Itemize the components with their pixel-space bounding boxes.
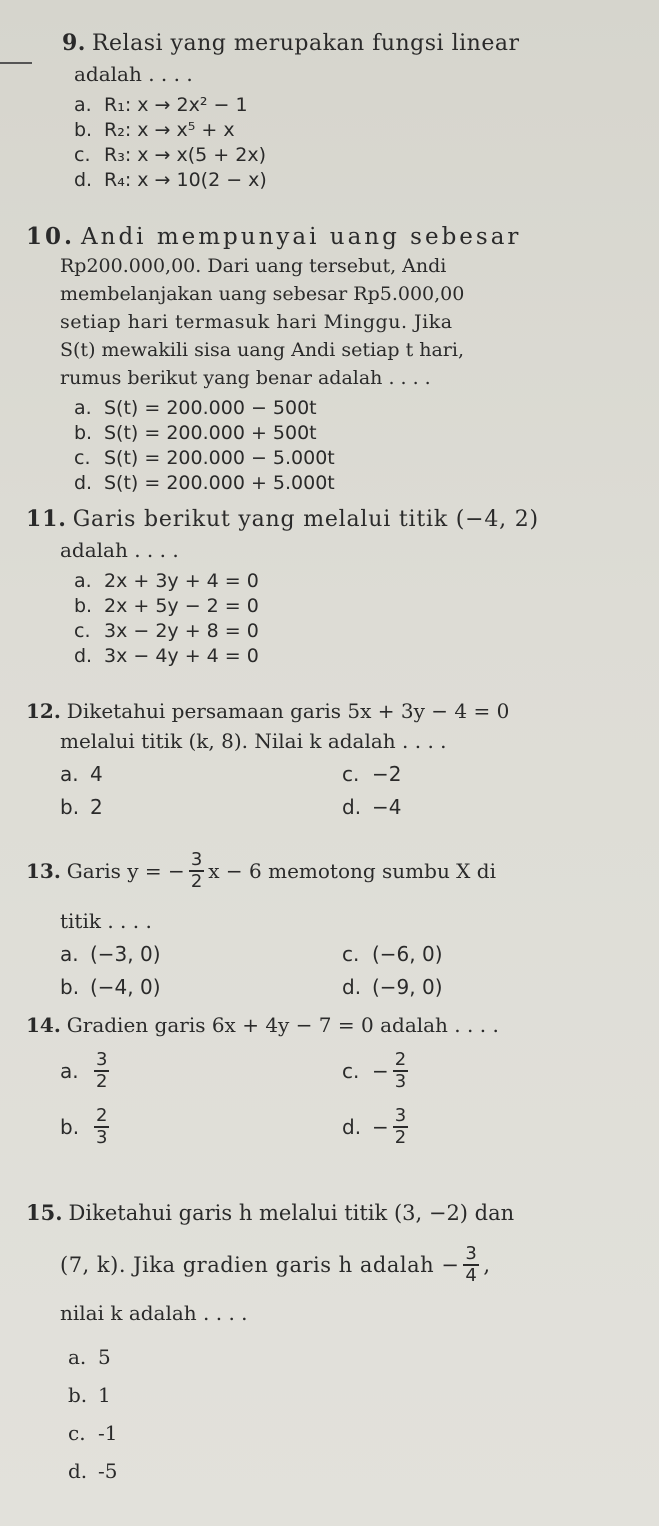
question-text: Diketahui garis h melalui titik (3, −2) dan bbox=[68, 1201, 515, 1225]
question-13 bbox=[26, 850, 619, 1000]
fraction: $\frac{3}{2}$ bbox=[96, 1049, 108, 1092]
question-text: Rp200.000,00. Dari uang tersebut, Andi bbox=[60, 255, 447, 277]
option-c[interactable]: c. R₃: x → x(5 + 2x) bbox=[74, 144, 266, 166]
question-number: 15. bbox=[26, 1200, 63, 1225]
question-text: Diketahui persamaan garis 5x + 3y − 4 = 0 bbox=[66, 699, 510, 723]
option-c[interactable]: c. -1 bbox=[68, 1421, 118, 1445]
question-text: x − 6 memotong sumbu X di bbox=[208, 859, 496, 883]
question-text: nilai k adalah . . . . bbox=[60, 1301, 248, 1325]
question-number: 11. bbox=[26, 506, 67, 532]
question-text: adalah . . . . bbox=[74, 62, 193, 86]
fraction: $\frac{2}{3}$ bbox=[96, 1105, 108, 1148]
question-text: Gradien garis 6x + 4y − 7 = 0 adalah . . . . bbox=[66, 1013, 499, 1037]
question-text: setiap hari termasuk hari Minggu. Jika bbox=[60, 311, 453, 333]
options-list bbox=[52, 569, 619, 669]
question-text: membelanjakan uang sebesar Rp5.000,00 bbox=[60, 283, 465, 305]
options-list bbox=[52, 396, 619, 496]
question-9 bbox=[62, 28, 619, 193]
question-text: Garis berikut yang melalui titik (−4, 2) bbox=[72, 507, 539, 532]
option-b[interactable]: b. 1 bbox=[68, 1383, 111, 1407]
option-c[interactable]: c. (−6, 0) bbox=[342, 942, 443, 966]
question-14 bbox=[26, 1010, 619, 1148]
question-text: titik . . . . bbox=[60, 909, 152, 933]
option-d[interactable]: d. R₄: x → 10(2 − x) bbox=[74, 169, 267, 191]
question-text: rumus berikut yang benar adalah . . . . bbox=[60, 367, 431, 389]
option-a[interactable]: a. 5 bbox=[68, 1345, 111, 1369]
option-b[interactable]: b. 2 bbox=[60, 795, 103, 819]
question-number: 13. bbox=[26, 859, 61, 883]
option-d[interactable]: d. −4 bbox=[342, 795, 402, 819]
option-a[interactable]: a. (−3, 0) bbox=[60, 942, 161, 966]
option-b[interactable]: b. R₂: x → x⁵ + x bbox=[74, 119, 235, 141]
fraction: $\frac{3}{4}$ bbox=[465, 1243, 478, 1286]
question-number: 9. bbox=[62, 30, 86, 56]
question-text: Relasi yang merupakan fungsi linear bbox=[91, 31, 520, 56]
option-b[interactable]: b. $\frac{2}{3}$ bbox=[60, 1105, 108, 1148]
option-d[interactable]: d. S(t) = 200.000 + 5.000t bbox=[74, 472, 335, 494]
fraction: $\frac{3}{2}$ bbox=[190, 849, 203, 892]
option-a[interactable]: a. 4 bbox=[60, 762, 103, 786]
option-b[interactable]: b. S(t) = 200.000 + 500t bbox=[74, 422, 317, 444]
option-d[interactable]: d. (−9, 0) bbox=[342, 975, 443, 999]
fraction: $\frac{2}{3}$ bbox=[394, 1049, 407, 1092]
option-a[interactable]: a. $\frac{3}{2}$ bbox=[60, 1049, 108, 1092]
question-text: melalui titik (k, 8). Nilai k adalah . . . . bbox=[60, 729, 447, 753]
option-c[interactable]: c. − $\frac{2}{3}$ bbox=[342, 1049, 407, 1092]
question-text: Garis y = − bbox=[66, 859, 185, 883]
options-list bbox=[52, 93, 619, 193]
options-grid bbox=[52, 942, 619, 1000]
question-10 bbox=[26, 222, 619, 496]
question-number: 10. bbox=[26, 223, 76, 250]
question-text: S(t) mewakili sisa uang Andi setiap t hari, bbox=[60, 339, 465, 361]
question-text: adalah . . . . bbox=[60, 538, 179, 562]
question-12 bbox=[26, 696, 619, 820]
question-text: (7, k). Jika gradien garis h adalah − bbox=[60, 1253, 460, 1277]
question-text: Andi mempunyai uang sebesar bbox=[81, 224, 522, 250]
options-list bbox=[46, 1338, 619, 1490]
question-11 bbox=[26, 504, 619, 669]
option-c[interactable]: c. −2 bbox=[342, 762, 402, 786]
option-d[interactable]: d. 3x − 4y + 4 = 0 bbox=[74, 645, 259, 667]
question-number: 14. bbox=[26, 1013, 61, 1037]
option-b[interactable]: b. 2x + 5y − 2 = 0 bbox=[74, 595, 259, 617]
option-a[interactable]: a. 2x + 3y + 4 = 0 bbox=[74, 570, 259, 592]
question-15: 15. Diketahui garis h melalui titik (3, −2) dan (7, k). Jika gradien garis h adalah − $\frac{3}{4}$ , nilai k adalah . . . . a. 5 b. 1 c. -1 d. -5 bbox=[26, 1198, 619, 1490]
options-grid bbox=[52, 1050, 619, 1148]
option-d[interactable]: d. − $\frac{3}{2}$ bbox=[342, 1105, 407, 1148]
option-c[interactable]: c. S(t) = 200.000 − 5.000t bbox=[74, 447, 335, 469]
options-grid bbox=[52, 762, 619, 820]
option-c[interactable]: c. 3x − 2y + 8 = 0 bbox=[74, 620, 259, 642]
fraction: $\frac{3}{2}$ bbox=[394, 1105, 407, 1148]
option-a[interactable]: a. S(t) = 200.000 − 500t bbox=[74, 397, 317, 419]
option-b[interactable]: b. (−4, 0) bbox=[60, 975, 161, 999]
edge-mark bbox=[0, 62, 32, 64]
option-a[interactable]: a. R₁: x → 2x² − 1 bbox=[74, 94, 248, 116]
question-number: 12. bbox=[26, 699, 61, 723]
option-d[interactable]: d. -5 bbox=[68, 1459, 118, 1483]
